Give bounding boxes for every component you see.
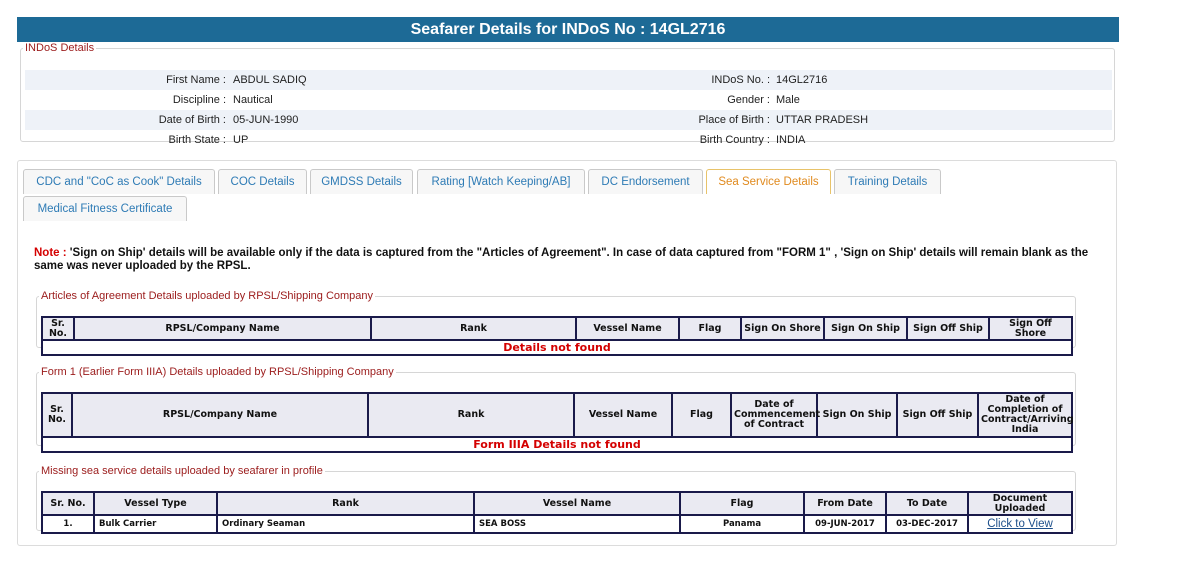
cell-from-date: 09-JUN-2017 xyxy=(804,515,886,533)
header-from-date: From Date xyxy=(804,492,886,515)
header-sign-on-ship: Sign On Ship xyxy=(817,393,897,437)
header-sign-off-shore: Sign Off Shore xyxy=(989,317,1072,340)
header-date-commencement: Date of Commencement of Contract xyxy=(731,393,817,437)
header-date-completion: Date of Completion of Contract/Arriving India xyxy=(978,393,1072,437)
table-row xyxy=(42,437,1072,452)
gender-label: Gender : xyxy=(727,94,770,106)
cell-flag: Panama xyxy=(680,515,804,533)
header-sr-no: Sr. No. xyxy=(42,492,94,515)
birth-country-label: Birth Country : xyxy=(699,134,770,146)
header-vessel-name: Vessel Name xyxy=(474,492,680,515)
header-rank: Rank xyxy=(368,393,574,437)
header-vessel-type: Vessel Type xyxy=(94,492,217,515)
articles-legend: Articles of Agreement Details uploaded by RPSL/Shipping Company xyxy=(41,290,374,302)
indos-row xyxy=(25,130,1112,150)
empty-message: Details not found xyxy=(42,340,1072,355)
tab-rating-watch-keeping[interactable]: Rating [Watch Keeping/AB] xyxy=(417,169,585,194)
missing-legend: Missing sea service details uploaded by seafarer in profile xyxy=(41,465,323,477)
header-rank: Rank xyxy=(371,317,576,340)
note-body: 'Sign on Ship' details will be available only if the data is captured from the "Articles of Agreement". In case of data captured from "FORM 1" , 'Sign on Ship' details will remain blank as the same was never uploaded by the RPSL. xyxy=(34,247,1089,272)
header-sign-off-ship: Sign Off Ship xyxy=(897,393,978,437)
header-sign-on-ship: Sign On Ship xyxy=(824,317,907,340)
cell-sr-no: 1. xyxy=(42,515,94,533)
discipline-label: Discipline : xyxy=(172,94,226,106)
form1-section xyxy=(36,366,1076,451)
indos-details-legend: INDoS Details xyxy=(25,42,95,54)
dob-label: Date of Birth : xyxy=(158,114,226,126)
dob-value: 05-JUN-1990 xyxy=(233,114,299,126)
form1-legend: Form 1 (Earlier Form IIIA) Details uploaded by RPSL/Shipping Company xyxy=(41,366,394,378)
header-rank: Rank xyxy=(217,492,474,515)
header-flag: Flag xyxy=(672,393,731,437)
tab-training-details[interactable]: Training Details xyxy=(834,169,941,194)
click-to-view-link[interactable]: Click to View xyxy=(987,518,1053,530)
header-vessel-name: Vessel Name xyxy=(574,393,672,437)
missing-sea-service-section xyxy=(36,465,1076,531)
form1-table xyxy=(41,392,1073,453)
place-of-birth-label: Place of Birth : xyxy=(698,114,770,126)
page-title: Seafarer Details for INDoS No : 14GL2716 xyxy=(17,17,1119,42)
empty-message: Form IIIA Details not found xyxy=(42,437,1072,452)
header-company-name: RPSL/Company Name xyxy=(74,317,371,340)
table-row xyxy=(42,340,1072,355)
first-name-value: ABDUL SADIQ xyxy=(233,74,307,86)
articles-table xyxy=(41,316,1073,356)
table-header-row xyxy=(42,393,1072,437)
tab-gmdss-details[interactable]: GMDSS Details xyxy=(310,169,413,194)
header-vessel-name: Vessel Name xyxy=(576,317,679,340)
missing-sea-service-table xyxy=(41,491,1073,534)
tab-dc-endorsement[interactable]: DC Endorsement xyxy=(588,169,703,194)
tab-medical-fitness-certificate[interactable]: Medical Fitness Certificate xyxy=(23,196,187,221)
header-sign-off-ship: Sign Off Ship xyxy=(907,317,989,340)
place-of-birth-value: UTTAR PRADESH xyxy=(776,114,869,126)
indos-details-section xyxy=(20,42,1115,146)
cell-rank: Ordinary Seaman xyxy=(217,515,474,533)
first-name-label: First Name : xyxy=(166,74,226,86)
cell-vessel-name: SEA BOSS xyxy=(474,515,680,533)
table-header-row xyxy=(42,317,1072,340)
tab-sea-service-details[interactable]: Sea Service Details xyxy=(706,169,831,194)
header-company-name: RPSL/Company Name xyxy=(72,393,368,437)
discipline-value: Nautical xyxy=(233,94,273,106)
header-sr-no: Sr. No. xyxy=(42,393,72,437)
articles-section xyxy=(36,290,1076,354)
header-to-date: To Date xyxy=(886,492,968,515)
cell-vessel-type: Bulk Carrier xyxy=(94,515,217,533)
table-row xyxy=(42,515,1072,533)
gender-value: Male xyxy=(776,94,800,106)
indos-row xyxy=(25,90,1112,110)
header-document-uploaded: Document Uploaded xyxy=(968,492,1072,515)
header-sr-no: Sr. No. xyxy=(42,317,74,340)
indos-no-label: INDoS No. : xyxy=(711,74,770,86)
indos-no-value: 14GL2716 xyxy=(776,74,828,86)
header-flag: Flag xyxy=(680,492,804,515)
indos-row xyxy=(25,110,1112,130)
note-text xyxy=(34,247,1094,273)
cell-to-date: 03-DEC-2017 xyxy=(886,515,968,533)
indos-row xyxy=(25,70,1112,90)
cell-document xyxy=(968,515,1072,533)
header-sign-on-shore: Sign On Shore xyxy=(741,317,824,340)
tab-coc-details[interactable]: COC Details xyxy=(218,169,307,194)
note-prefix: Note : xyxy=(34,247,67,259)
tab-cdc-coc-cook[interactable]: CDC and "CoC as Cook" Details xyxy=(23,169,215,194)
header-flag: Flag xyxy=(679,317,741,340)
table-header-row xyxy=(42,492,1072,515)
birth-country-value: INDIA xyxy=(776,134,806,146)
birth-state-label: Birth State : xyxy=(168,134,226,146)
birth-state-value: UP xyxy=(233,134,249,146)
